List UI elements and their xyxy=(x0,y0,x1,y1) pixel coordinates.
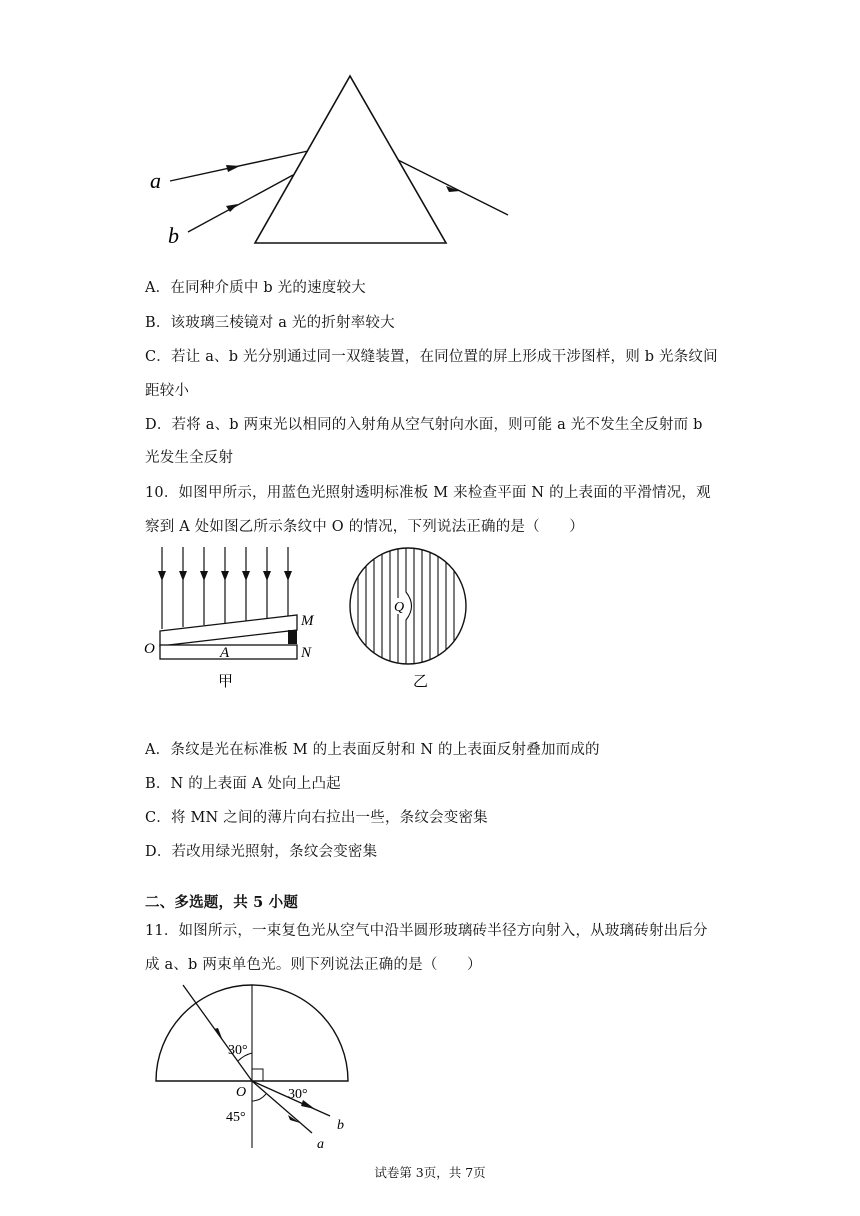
section-heading: 二、多选题，共 5 小题 xyxy=(145,894,299,911)
q10-stem-2: 察到 A 处如图乙所示条纹中 O 的情况，下列说法正确的是（ ） xyxy=(145,519,584,535)
figure-jia xyxy=(140,543,330,693)
caption-yi: 乙 xyxy=(413,674,429,690)
page-footer: 试卷第 3页，共 7页 xyxy=(374,1165,486,1180)
q10-option-c: C．将 MN 之间的薄片向右拉出一些，条纹会变密集 xyxy=(145,810,488,826)
q9-option-d-cont: 光发生全反射 xyxy=(145,450,234,466)
q10-option-b: B．N 的上表面 A 处向上凸起 xyxy=(145,776,341,792)
angle-b: 30° xyxy=(288,1087,308,1102)
q9-option-c-cont: 距较小 xyxy=(145,383,190,399)
label-O: O xyxy=(144,641,155,657)
ray-a-arrow xyxy=(226,165,240,172)
q11-stem-2: 成 a、b 两束单色光。则下列说法正确的是（ ） xyxy=(145,957,482,973)
q10-stem-1: 10．如图甲所示，用蓝色光照射透明标准板 M 来检查平面 N 的上表面的平滑情况，观 xyxy=(145,485,711,501)
angle-incident: 30° xyxy=(228,1043,248,1058)
label-M: M xyxy=(301,613,314,629)
q9-option-a: A．在同种介质中 b 光的速度较大 xyxy=(145,280,366,296)
label-A: A xyxy=(220,645,230,661)
q10-option-d: D．若改用绿光照射，条纹会变密集 xyxy=(145,844,378,860)
label-N: N xyxy=(301,645,312,661)
angle-arc-a xyxy=(252,1094,266,1101)
label-a: a xyxy=(150,168,161,193)
fringe-circle xyxy=(350,548,466,664)
right-angle-mark xyxy=(252,1069,263,1081)
standard-plate-M xyxy=(160,615,297,646)
q11-stem-1: 11．如图所示，一束复色光从空气中沿半圆形玻璃砖半径方向射入，从玻璃砖射出后分 xyxy=(145,923,708,939)
figure-yi xyxy=(345,546,480,696)
thin-sheet xyxy=(288,630,297,644)
q9-option-c: C．若让 a、b 光分别通过同一双缝装置，在同位置的屏上形成干涉图样，则 b 光条纹间 xyxy=(145,349,718,365)
prism-triangle xyxy=(255,76,446,243)
label-O: O xyxy=(236,1085,247,1100)
q9-option-b: B．该玻璃三棱镜对 a 光的折射率较大 xyxy=(145,315,395,331)
incident-arrow xyxy=(214,1028,223,1041)
prism-figure xyxy=(140,68,520,253)
ray-a-arrow xyxy=(288,1115,300,1123)
label-b: b xyxy=(168,223,179,248)
semicircle-figure xyxy=(150,983,355,1158)
label-Q: Q xyxy=(394,600,405,615)
q10-option-a: A．条纹是光在标准板 M 的上表面反射和 N 的上表面反射叠加而成的 xyxy=(145,742,600,758)
label-a: a xyxy=(317,1137,324,1152)
label-b: b xyxy=(337,1118,344,1133)
angle-a: 45° xyxy=(226,1110,246,1125)
caption-jia: 甲 xyxy=(218,674,234,690)
q9-option-d: D．若将 a、b 两束光以相同的入射角从空气射向水面，则可能 a 光不发生全反射而 b xyxy=(145,417,703,433)
incident-light-arrows xyxy=(162,547,288,629)
